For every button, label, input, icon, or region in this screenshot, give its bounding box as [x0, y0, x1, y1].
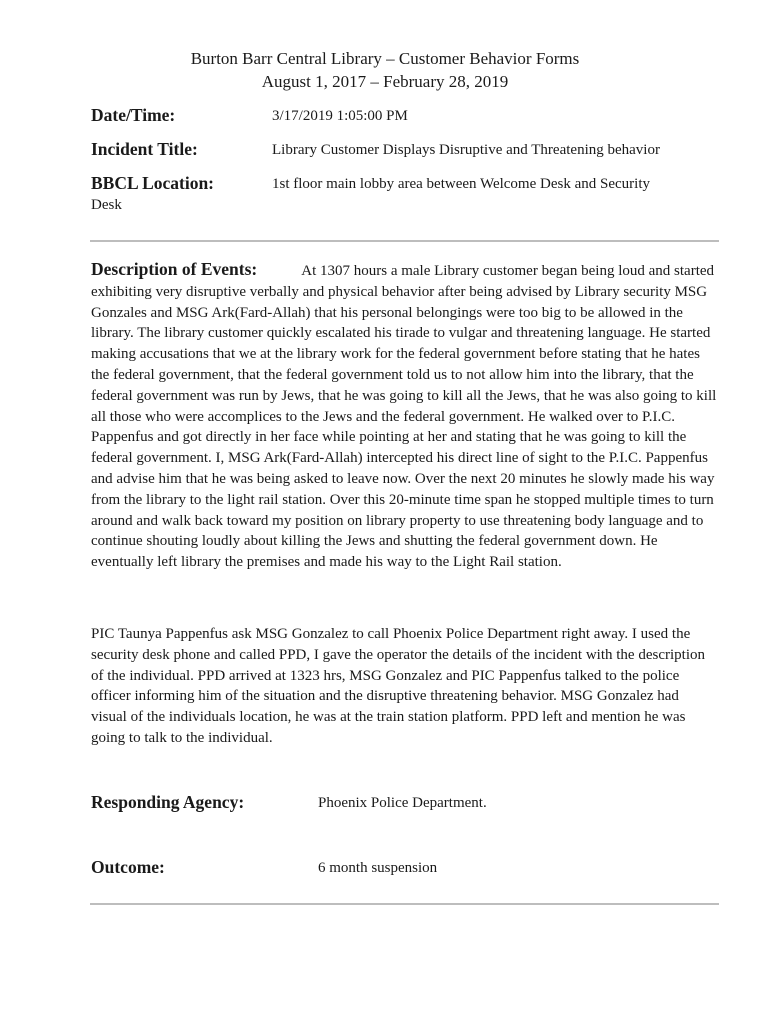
outcome-label: Outcome:: [91, 857, 165, 877]
location-value-continued: Desk: [91, 197, 122, 213]
datetime-value: 3/17/2019 1:05:00 PM: [272, 108, 408, 124]
footer-divider: [90, 903, 719, 905]
document-date-range: August 1, 2017 – February 28, 2019: [261, 72, 509, 91]
description-paragraph-2: PIC Taunya Pappenfus ask MSG Gonzalez to call Phoenix Police Department right away. I used the security desk phone and called PPD, I gave the operator the details of the incident with the description of the individual. PPD arrived at 1323 hrs, MSG Gonzalez and PIC Pappenfus talked to the police officer informing him of the situation and the disruptive threatening behavior. MSG Gonzalez had visual of the individuals location, he was at the train station platform. PPD left and mention he was going to talk to the individual.: [91, 626, 705, 746]
incident-title-value: Library Customer Displays Disruptive and Threatening behavior: [272, 142, 660, 158]
section-divider: [90, 240, 719, 242]
responding-agency-value: Phoenix Police Department.: [318, 795, 487, 811]
datetime-label: Date/Time:: [91, 105, 176, 125]
responding-agency-label: Responding Agency:: [91, 792, 245, 812]
description-paragraph-1: [91, 259, 718, 573]
document-title: Burton Barr Central Library – Customer Behavior Forms: [190, 49, 580, 68]
description-section: [91, 259, 718, 573]
location-label: BBCL Location:: [91, 173, 215, 193]
description-text-1: At 1307 hours a male Library customer began being loud and started exhibiting very disruptive verbally and physical behavior after being advised by Library security MSG Gonzales and MSG Ark(Fard-Allah) that his personal belongings were too big to be allowed in the library. The library customer quickly escalated his tirade to vulgar and threatening language. He started making accusations that we at the library work for the federal government before stating that he hates the federal government, that the federal government told us to not allow him into the library, that the federal government was run by Jews, that he was going to kill all the Jews, that he was also going to kill all those who were accomplices to the Jews and the federal government. He walked over to P.I.C. Pappenfus and got directly in her face while pointing at her and stating that he was going to kill the federal government. I, MSG Ark(Fard-Allah) intercepted his direct line of sight to the P.I.C. Pappenfus and advise him that he was being asked to leave now. Over the next 20 minutes he slowly made his way from the library to the light rail station. Over this 20-minute time span he stopped multiple times to turn around and walk back toward my position on library property to use threatening body language and to continue shouting loudly about killing the Jews and shutting the federal government down. He eventually left library the premises and made his way to the Light Rail station.: [91, 263, 717, 571]
outcome-value: 6 month suspension: [318, 860, 438, 876]
description-label: Description of Events:: [91, 259, 258, 279]
document-header: [0, 47, 770, 93]
incident-title-label: Incident Title:: [91, 139, 198, 159]
location-value: 1st floor main lobby area between Welcome Desk and Security: [272, 176, 650, 192]
